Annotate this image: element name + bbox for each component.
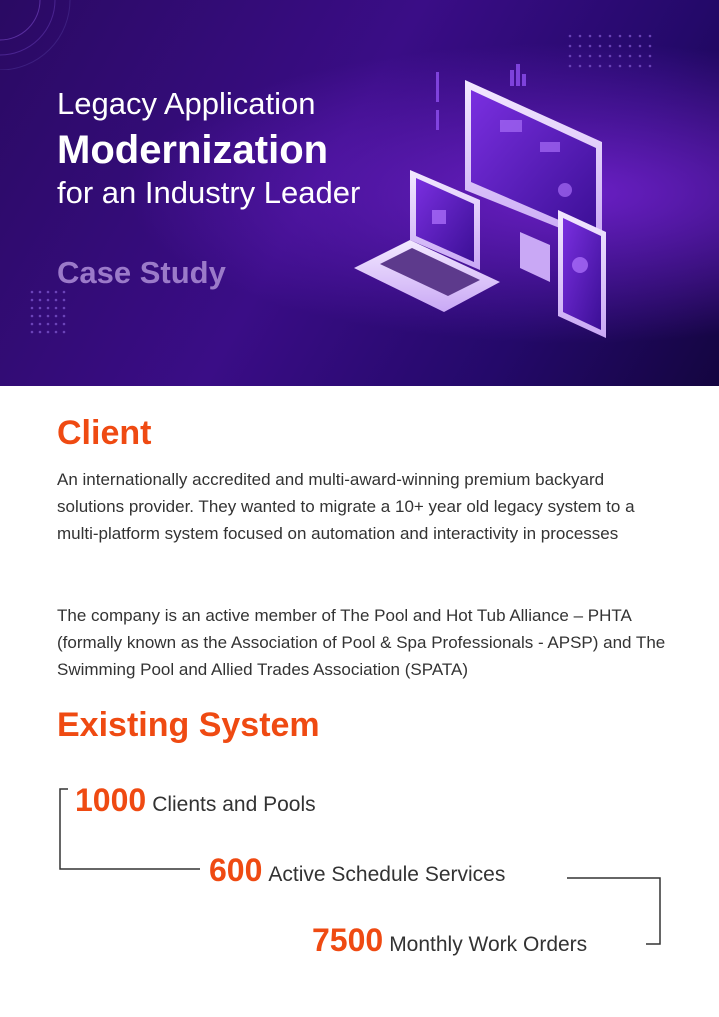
stat-schedule-services xyxy=(209,852,505,889)
devices-illustration xyxy=(340,50,640,350)
hero-title-line3: for an Industry Leader xyxy=(57,175,361,210)
stat-label: Active Schedule Services xyxy=(268,863,506,886)
stat-value: 1000 xyxy=(75,782,147,818)
stat-label: Clients and Pools xyxy=(152,793,316,816)
stat-work-orders xyxy=(312,922,587,959)
case-study-label: Case Study xyxy=(57,255,226,290)
dot-grid-left xyxy=(30,290,80,350)
existing-system-heading: Existing System xyxy=(57,706,320,744)
hero-title-line1: Legacy Application xyxy=(57,86,316,121)
decorative-arcs xyxy=(0,0,130,70)
client-heading: Client xyxy=(57,414,152,452)
hero-title-line2: Modernization xyxy=(57,128,329,172)
stat-label: Monthly Work Orders xyxy=(389,933,588,956)
phone-icon xyxy=(558,210,606,338)
client-paragraph-1: An internationally accredited and multi-award-winning premium backyard solutions provider. They wanted to migrate a 10+ year old legacy system to a multi-platform system focused on automation and interactivity in processes xyxy=(57,470,635,543)
stat-clients-pools xyxy=(75,782,316,819)
hero-banner xyxy=(0,0,719,386)
stat-value: 7500 xyxy=(312,922,384,958)
client-paragraph-2: The company is an active member of The Pool and Hot Tub Alliance – PHTA (formally known as the Association of Pool & Spa Professionals - APSP) and The Swimming Pool and Allied Trades Association (SPATA) xyxy=(57,606,666,679)
stat-value: 600 xyxy=(209,852,263,888)
